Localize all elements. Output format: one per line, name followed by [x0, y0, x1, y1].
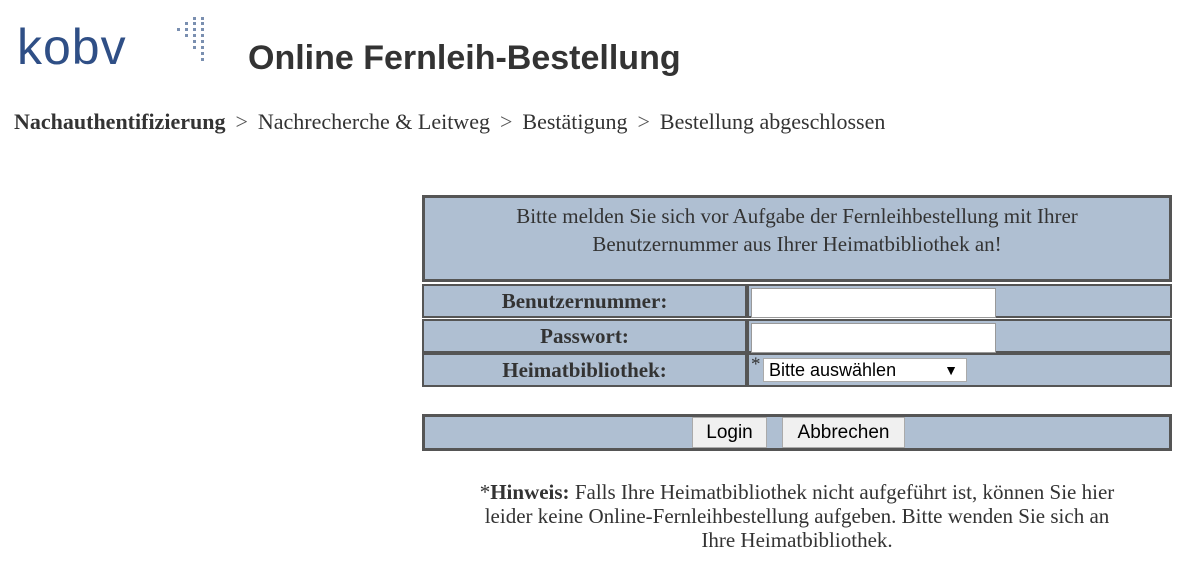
intro-line-2: Benutzernummer aus Ihrer Heimatbibliothek an! — [592, 232, 1002, 256]
page-title: Online Fernleih-Bestellung — [248, 39, 681, 77]
required-marker: * — [751, 354, 761, 375]
breadcrumb-separator: > — [499, 109, 513, 134]
user-number-row — [422, 284, 1172, 318]
logo-dots-icon — [161, 17, 221, 72]
library-label: Heimatbibliothek: — [422, 353, 747, 387]
chevron-down-icon: ▼ — [944, 362, 958, 378]
hint-text — [422, 480, 1172, 552]
cancel-button[interactable]: Abbrechen — [782, 417, 905, 448]
library-select-value: Bitte auswählen — [769, 360, 897, 380]
password-label: Passwort: — [422, 319, 747, 353]
breadcrumb — [14, 109, 885, 135]
breadcrumb-separator: > — [637, 109, 650, 134]
breadcrumb-separator: > — [235, 109, 248, 134]
login-button[interactable]: Login — [692, 417, 767, 448]
button-bar — [422, 414, 1172, 451]
password-cell — [747, 319, 1172, 353]
kobv-logo — [17, 17, 217, 77]
breadcrumb-step-research: Nachrecherche & Leitweg — [257, 109, 490, 134]
breadcrumb-step-confirmation: Bestätigung — [522, 109, 628, 134]
hint-line-2: leider keine Online-Fernleihbestellung aufgeben. Bitte wenden Sie sich an — [484, 504, 1110, 528]
user-number-input[interactable] — [751, 288, 996, 318]
hint-line-1: Falls Ihre Heimatbibliothek nicht aufgeführt ist, können Sie hier — [569, 480, 1115, 504]
library-row — [422, 353, 1172, 387]
library-cell — [747, 353, 1172, 387]
intro-line-1: Bitte melden Sie sich vor Aufgabe der Fernleihbestellung mit Ihrer — [516, 204, 1078, 228]
user-number-label: Benutzernummer: — [422, 284, 747, 318]
hint-line-3: Ihre Heimatbibliothek. — [701, 528, 893, 552]
login-intro — [422, 195, 1172, 282]
hint-marker: * — [479, 480, 491, 504]
password-input[interactable] — [751, 323, 996, 353]
password-row — [422, 319, 1172, 353]
breadcrumb-step-completed: Bestellung abgeschlossen — [659, 109, 886, 134]
library-select[interactable] — [763, 358, 967, 382]
login-form — [422, 195, 1172, 443]
breadcrumb-step-authentication: Nachauthentifizierung — [14, 109, 226, 134]
hint-label: Hinweis: — [490, 480, 570, 504]
user-number-cell — [747, 284, 1172, 318]
logo-text: kobv — [17, 19, 127, 75]
